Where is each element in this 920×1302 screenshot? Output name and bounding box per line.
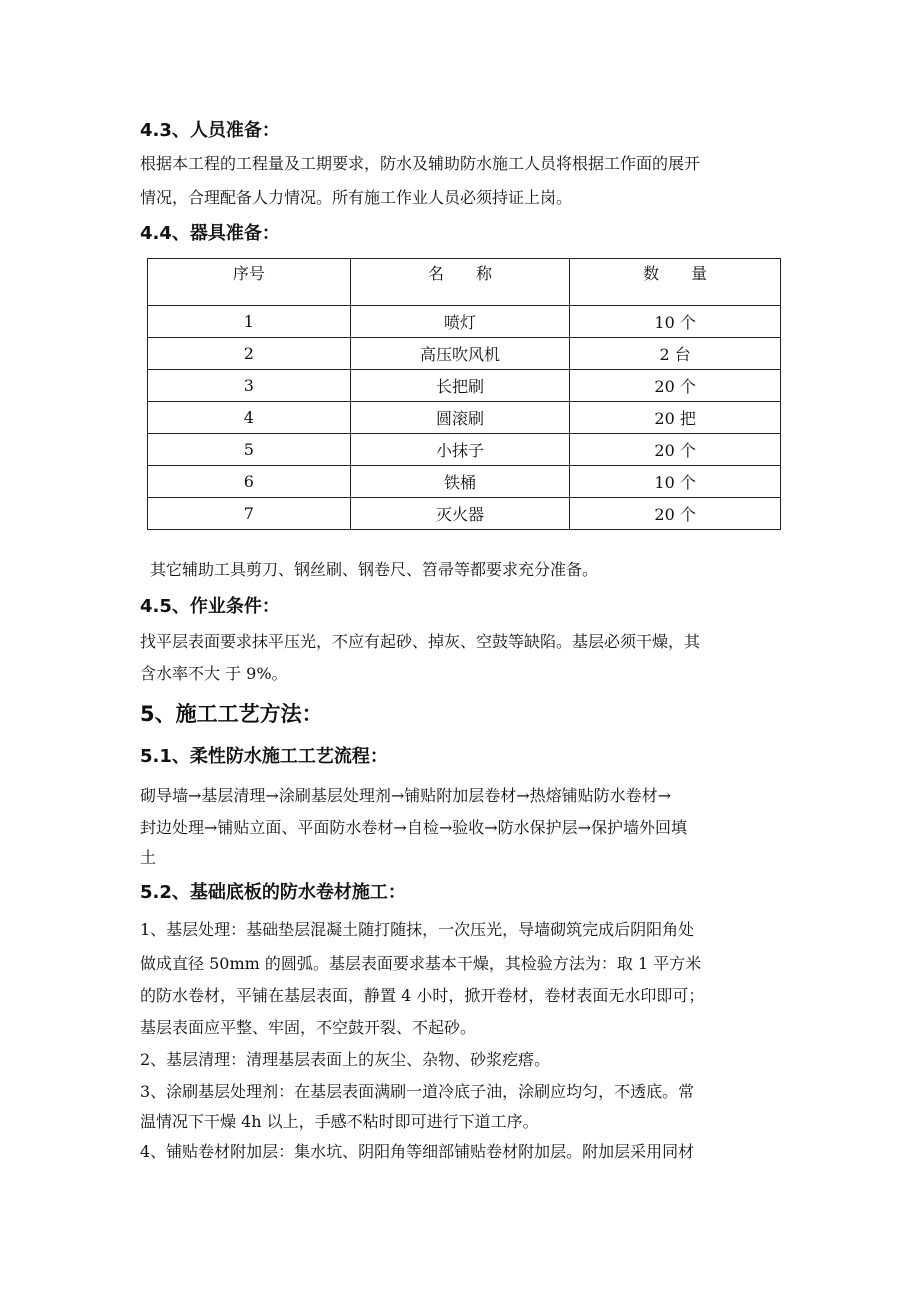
table-row	[148, 498, 781, 530]
heading-5: 5、施工工艺方法：	[140, 702, 323, 726]
heading-5-2: 5.2、基础底板的防水卷材施工：	[140, 882, 406, 903]
equipment-table	[147, 258, 781, 530]
heading-5-1: 5.1、柔性防水施工工艺流程：	[140, 746, 388, 767]
paragraph-line: 根据本工程的工程量及工期要求，防水及辅助防水施工人员将根据工作面的展开	[140, 154, 701, 173]
table-cell: 小抹子	[350, 434, 570, 466]
table-row	[148, 434, 781, 466]
table-cell: 20 个	[570, 498, 781, 530]
table-cell: 5	[148, 434, 351, 466]
paragraph-line: 3、涂刷基层处理剂：在基层表面满刷一道冷底子油，涂刷应均匀，不透底。常	[140, 1082, 695, 1101]
paragraph-line: 温情况下干燥 4h 以上，手感不粘时即可进行下道工序。	[140, 1112, 539, 1131]
paragraph-line: 做成直径 50mm 的圆弧。基层表面要求基本干燥，其检验方法为：取 1 平方米	[140, 954, 702, 973]
table-cell: 3	[148, 370, 351, 402]
table-row	[148, 466, 781, 498]
table-cell: 2	[148, 338, 351, 370]
header-cell-quantity: 数 量	[570, 259, 781, 306]
table-cell: 铁桶	[350, 466, 570, 498]
table-cell: 灭火器	[350, 498, 570, 530]
paragraph-line: 2、基层清理：清理基层表面上的灰尘、杂物、砂浆疙瘩。	[140, 1050, 551, 1069]
table-cell: 20 把	[570, 402, 781, 434]
table-cell: 7	[148, 498, 351, 530]
table-cell: 10 个	[570, 306, 781, 338]
paragraph-line: 砌导墙→基层清理→涂刷基层处理剂→铺贴附加层卷材→热熔铺贴防水卷材→	[140, 786, 672, 805]
table-cell: 20 个	[570, 370, 781, 402]
table-cell: 喷灯	[350, 306, 570, 338]
table-cell: 圆滚刷	[350, 402, 570, 434]
tools-note: 其它辅助工具剪刀、钢丝刷、钢卷尺、笤帚等都要求充分准备。	[150, 560, 599, 579]
table-cell: 4	[148, 402, 351, 434]
table-row	[148, 402, 781, 434]
paragraph-line: 封边处理→铺贴立面、平面防水卷材→自检→验收→防水保护层→保护墙外回填	[140, 818, 688, 837]
paragraph-line: 1、基层处理：基础垫层混凝土随打随抹，一次压光，导墙砌筑完成后阴阳角处	[140, 920, 695, 939]
table-cell: 2 台	[570, 338, 781, 370]
table-cell: 20 个	[570, 434, 781, 466]
table-row	[148, 370, 781, 402]
paragraph-line: 含水率不大 于 9%。	[140, 664, 288, 683]
paragraph-line: 情况，合理配备人力情况。所有施工作业人员必须持证上岗。	[140, 188, 573, 207]
table-row	[148, 306, 781, 338]
heading-4-3: 4.3、人员准备：	[140, 120, 280, 141]
paragraph-line: 找平层表面要求抹平压光，不应有起砂、掉灰、空鼓等缺陷。基层必须干燥，其	[140, 632, 701, 651]
table-cell: 10 个	[570, 466, 781, 498]
paragraph-line: 土	[140, 848, 157, 867]
paragraph-line: 4、铺贴卷材附加层：集水坑、阴阳角等细部铺贴卷材附加层。附加层采用同材	[140, 1142, 695, 1161]
header-cell-name: 名 称	[350, 259, 570, 306]
table-header-row	[148, 259, 781, 306]
paragraph-line: 基层表面应平整、牢固，不空鼓开裂、不起砂。	[140, 1018, 477, 1037]
table-row	[148, 338, 781, 370]
paragraph-line: 的防水卷材，平铺在基层表面，静置 4 小时，掀开卷材，卷材表面无水印即可；	[140, 986, 705, 1005]
header-cell-index: 序号	[148, 259, 351, 306]
table-cell: 高压吹风机	[350, 338, 570, 370]
table-cell: 长把刷	[350, 370, 570, 402]
table-cell: 6	[148, 466, 351, 498]
table-cell: 1	[148, 306, 351, 338]
heading-4-5: 4.5、作业条件：	[140, 596, 280, 617]
heading-4-4: 4.4、器具准备：	[140, 223, 280, 244]
